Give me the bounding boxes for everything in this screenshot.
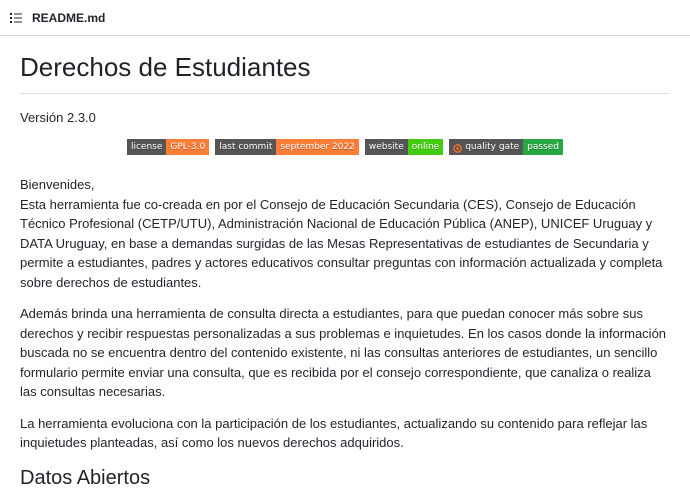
file-header (0, 0, 690, 36)
file-title: README.md (32, 10, 106, 25)
badge-label: website (365, 139, 408, 155)
quality-gate-badge[interactable] (449, 139, 563, 155)
sonarcloud-icon (453, 143, 462, 152)
intro-paragraph (20, 175, 670, 292)
website-badge[interactable] (365, 139, 443, 155)
badge-value: online (408, 139, 443, 155)
last-commit-badge[interactable] (215, 139, 359, 155)
badge-row (20, 139, 670, 155)
badge-value: GPL-3.0 (166, 139, 209, 155)
badge-value: passed (523, 139, 563, 155)
greeting-text: Bienvenides, (20, 177, 95, 193)
description-text: Esta herramienta fue co-creada en por el Consejo de Educación Secundaria (CES), Consejo de Educación Técnico Profesional (CETP/UTU), Administración Nacional de Educación Pública (ANEP), UNICEF Uruguay y DATA Uruguay, en base a demandas surgidas de las Mesas Representativas de estudiantes de Secundaria y permite a estudiantes, padres y actores educativos consultar preguntas con información actualizada y completa sobre derechos de estudiantes. (20, 196, 663, 290)
consultation-paragraph: Además brinda una herramienta de consulta directa a estudiantes, para que puedan conocer más sobre sus derechos y recibir respuestas personalizadas a sus problemas e inquietudes. En los casos donde la información buscada no se encuentra dentro del contenido existente, ni las consultas anteriores de estudiantes, un sencillo formulario permite enviar una consulta, que es recibida por el consejo correspondiente, que canaliza o realiza las consultas necesarias. (20, 306, 667, 400)
page-title: Derechos de Estudiantes (20, 52, 670, 94)
license-badge[interactable] (127, 139, 209, 155)
readme-article (0, 52, 690, 490)
badge-value: september 2022 (276, 139, 359, 155)
badge-label-group (449, 139, 523, 155)
badge-label: license (127, 139, 166, 155)
badge-label: quality gate (465, 142, 520, 153)
version-text: Versión 2.3.0 (20, 110, 96, 126)
list-icon[interactable] (8, 10, 24, 26)
section-heading: Datos Abiertos (20, 466, 151, 489)
evolution-paragraph: La herramienta evoluciona con la participación de los estudiantes, actualizando su contenido para reflejar las inquietudes planteadas, así como los nuevos derechos adquiridos. (20, 415, 648, 451)
badge-label: last commit (215, 139, 276, 155)
